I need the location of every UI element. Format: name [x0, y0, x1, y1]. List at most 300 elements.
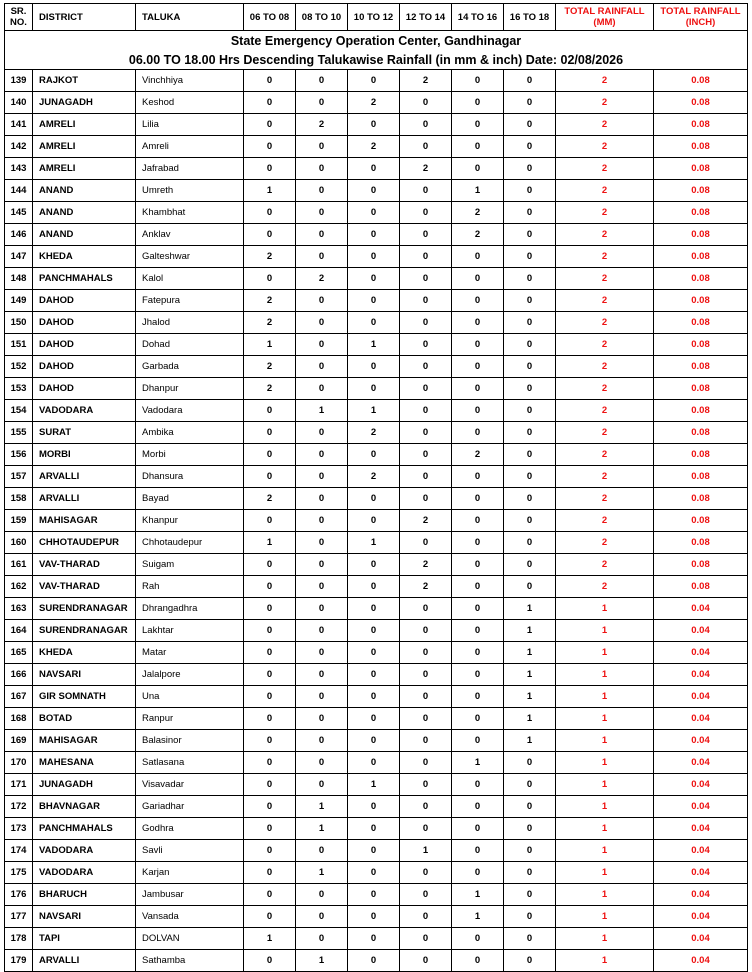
slot-16-18-cell: 0 — [504, 444, 556, 466]
slot-12-14-cell: 0 — [400, 92, 452, 114]
slot-10-12-cell: 0 — [348, 70, 400, 92]
slot-12-14-cell: 0 — [400, 950, 452, 972]
slot-08-10-cell: 0 — [296, 334, 348, 356]
slot-14-16-cell: 0 — [452, 796, 504, 818]
district-cell: DAHOD — [33, 378, 136, 400]
total-inch-cell: 0.04 — [654, 884, 748, 906]
total-inch-cell: 0.04 — [654, 928, 748, 950]
slot-08-10-cell: 0 — [296, 554, 348, 576]
sr-no-cell: 178 — [5, 928, 33, 950]
district-cell: SURAT — [33, 422, 136, 444]
district-cell: MAHESANA — [33, 752, 136, 774]
report-title: State Emergency Operation Center, Gandhinagar — [5, 31, 748, 51]
total-inch-cell: 0.04 — [654, 752, 748, 774]
slot-06-08-cell: 0 — [244, 444, 296, 466]
taluka-cell: Gariadhar — [136, 796, 244, 818]
district-cell: NAVSARI — [33, 906, 136, 928]
report-subtitle: 06.00 TO 18.00 Hrs Descending Talukawise Rainfall (in mm & inch) Date: 02/08/2026 — [5, 50, 748, 70]
slot-10-12-cell: 1 — [348, 334, 400, 356]
taluka-cell: Rah — [136, 576, 244, 598]
district-cell: AMRELI — [33, 136, 136, 158]
rainfall-table — [4, 3, 748, 972]
table-row — [5, 950, 748, 972]
district-cell: DAHOD — [33, 290, 136, 312]
slot-06-08-cell: 1 — [244, 334, 296, 356]
slot-14-16-cell: 0 — [452, 378, 504, 400]
table-row — [5, 180, 748, 202]
district-cell: VADODARA — [33, 840, 136, 862]
slot-16-18-cell: 0 — [504, 92, 556, 114]
district-cell: BOTAD — [33, 708, 136, 730]
sr-no-cell: 143 — [5, 158, 33, 180]
table-row — [5, 444, 748, 466]
total-inch-cell: 0.08 — [654, 444, 748, 466]
slot-08-10-cell: 0 — [296, 422, 348, 444]
slot-06-08-cell: 0 — [244, 818, 296, 840]
taluka-cell: Galteshwar — [136, 246, 244, 268]
taluka-cell: Keshod — [136, 92, 244, 114]
slot-16-18-cell: 0 — [504, 378, 556, 400]
slot-06-08-cell: 0 — [244, 708, 296, 730]
taluka-cell: Suigam — [136, 554, 244, 576]
table-row — [5, 576, 748, 598]
taluka-cell: Karjan — [136, 862, 244, 884]
slot-14-16-cell: 0 — [452, 818, 504, 840]
slot-14-16-cell: 0 — [452, 290, 504, 312]
table-row — [5, 840, 748, 862]
total-inch-cell: 0.08 — [654, 576, 748, 598]
district-cell: BHAVNAGAR — [33, 796, 136, 818]
slot-06-08-cell: 0 — [244, 422, 296, 444]
district-cell: RAJKOT — [33, 70, 136, 92]
sr-no-cell: 157 — [5, 466, 33, 488]
slot-14-16-cell: 0 — [452, 312, 504, 334]
slot-16-18-cell: 0 — [504, 422, 556, 444]
slot-10-12-cell: 0 — [348, 510, 400, 532]
slot-08-10-cell: 0 — [296, 356, 348, 378]
slot-10-12-cell: 0 — [348, 202, 400, 224]
slot-06-08-cell: 0 — [244, 642, 296, 664]
taluka-cell: Bayad — [136, 488, 244, 510]
slot-08-10-cell: 0 — [296, 928, 348, 950]
total-inch-cell: 0.08 — [654, 510, 748, 532]
slot-12-14-cell: 0 — [400, 862, 452, 884]
slot-12-14-cell: 0 — [400, 774, 452, 796]
district-cell: PANCHMAHALS — [33, 268, 136, 290]
slot-10-12-cell: 0 — [348, 752, 400, 774]
sr-no-cell: 144 — [5, 180, 33, 202]
total-inch-cell: 0.08 — [654, 290, 748, 312]
total-mm-cell: 2 — [556, 510, 654, 532]
slot-06-08-cell: 0 — [244, 554, 296, 576]
slot-10-12-cell: 0 — [348, 312, 400, 334]
header-total-inch: TOTAL RAINFALL (INCH) — [654, 4, 748, 31]
table-row — [5, 532, 748, 554]
slot-16-18-cell: 0 — [504, 70, 556, 92]
table-row — [5, 92, 748, 114]
slot-16-18-cell: 0 — [504, 928, 556, 950]
slot-10-12-cell: 1 — [348, 532, 400, 554]
slot-14-16-cell: 2 — [452, 202, 504, 224]
sr-no-cell: 155 — [5, 422, 33, 444]
taluka-cell: Amreli — [136, 136, 244, 158]
total-mm-cell: 1 — [556, 796, 654, 818]
district-cell: PANCHMAHALS — [33, 818, 136, 840]
slot-08-10-cell: 1 — [296, 796, 348, 818]
slot-14-16-cell: 2 — [452, 444, 504, 466]
slot-10-12-cell: 0 — [348, 180, 400, 202]
slot-10-12-cell: 1 — [348, 774, 400, 796]
taluka-cell: Fatepura — [136, 290, 244, 312]
slot-10-12-cell: 0 — [348, 290, 400, 312]
slot-14-16-cell: 0 — [452, 840, 504, 862]
taluka-cell: Dohad — [136, 334, 244, 356]
total-mm-cell: 1 — [556, 928, 654, 950]
slot-06-08-cell: 0 — [244, 730, 296, 752]
slot-06-08-cell: 1 — [244, 180, 296, 202]
slot-12-14-cell: 0 — [400, 422, 452, 444]
table-row — [5, 554, 748, 576]
slot-14-16-cell: 0 — [452, 862, 504, 884]
table-row — [5, 642, 748, 664]
slot-12-14-cell: 0 — [400, 136, 452, 158]
slot-16-18-cell: 0 — [504, 466, 556, 488]
slot-12-14-cell: 0 — [400, 268, 452, 290]
slot-08-10-cell: 1 — [296, 950, 348, 972]
slot-06-08-cell: 0 — [244, 224, 296, 246]
taluka-cell: Sathamba — [136, 950, 244, 972]
slot-14-16-cell: 0 — [452, 774, 504, 796]
taluka-cell: Savli — [136, 840, 244, 862]
district-cell: DAHOD — [33, 356, 136, 378]
total-inch-cell: 0.04 — [654, 774, 748, 796]
table-row — [5, 378, 748, 400]
slot-08-10-cell: 0 — [296, 884, 348, 906]
slot-08-10-cell: 0 — [296, 598, 348, 620]
district-cell: DAHOD — [33, 312, 136, 334]
total-mm-cell: 2 — [556, 224, 654, 246]
total-inch-cell: 0.08 — [654, 378, 748, 400]
slot-10-12-cell: 2 — [348, 466, 400, 488]
slot-12-14-cell: 2 — [400, 70, 452, 92]
header-10-12: 10 TO 12 — [348, 4, 400, 31]
slot-16-18-cell: 1 — [504, 598, 556, 620]
slot-16-18-cell: 0 — [504, 356, 556, 378]
slot-08-10-cell: 0 — [296, 202, 348, 224]
slot-08-10-cell: 0 — [296, 312, 348, 334]
total-mm-cell: 1 — [556, 840, 654, 862]
slot-12-14-cell: 1 — [400, 840, 452, 862]
slot-14-16-cell: 0 — [452, 334, 504, 356]
sr-no-cell: 165 — [5, 642, 33, 664]
slot-06-08-cell: 0 — [244, 268, 296, 290]
slot-10-12-cell: 0 — [348, 950, 400, 972]
slot-10-12-cell: 0 — [348, 268, 400, 290]
total-mm-cell: 1 — [556, 730, 654, 752]
slot-12-14-cell: 0 — [400, 686, 452, 708]
slot-14-16-cell: 1 — [452, 180, 504, 202]
slot-10-12-cell: 0 — [348, 488, 400, 510]
slot-14-16-cell: 0 — [452, 466, 504, 488]
district-cell: VADODARA — [33, 400, 136, 422]
sr-no-cell: 166 — [5, 664, 33, 686]
slot-12-14-cell: 0 — [400, 708, 452, 730]
district-cell: ARVALLI — [33, 488, 136, 510]
taluka-cell: Vadodara — [136, 400, 244, 422]
slot-12-14-cell: 0 — [400, 752, 452, 774]
taluka-cell: Vansada — [136, 906, 244, 928]
table-row — [5, 862, 748, 884]
sr-no-cell: 164 — [5, 620, 33, 642]
slot-12-14-cell: 0 — [400, 928, 452, 950]
taluka-cell: Dhanpur — [136, 378, 244, 400]
slot-14-16-cell: 0 — [452, 532, 504, 554]
slot-12-14-cell: 2 — [400, 554, 452, 576]
district-cell: KHEDA — [33, 246, 136, 268]
slot-16-18-cell: 0 — [504, 840, 556, 862]
sr-no-cell: 173 — [5, 818, 33, 840]
slot-14-16-cell: 0 — [452, 70, 504, 92]
slot-08-10-cell: 0 — [296, 906, 348, 928]
slot-08-10-cell: 0 — [296, 532, 348, 554]
slot-10-12-cell: 0 — [348, 378, 400, 400]
table-row — [5, 686, 748, 708]
district-cell: AMRELI — [33, 158, 136, 180]
total-mm-cell: 2 — [556, 202, 654, 224]
slot-16-18-cell: 0 — [504, 576, 556, 598]
total-mm-cell: 2 — [556, 312, 654, 334]
slot-16-18-cell: 0 — [504, 312, 556, 334]
table-row — [5, 928, 748, 950]
slot-10-12-cell: 0 — [348, 686, 400, 708]
slot-14-16-cell: 0 — [452, 356, 504, 378]
slot-16-18-cell: 1 — [504, 642, 556, 664]
taluka-cell: Satlasana — [136, 752, 244, 774]
sr-no-cell: 167 — [5, 686, 33, 708]
total-inch-cell: 0.04 — [654, 906, 748, 928]
slot-14-16-cell: 0 — [452, 92, 504, 114]
slot-10-12-cell: 0 — [348, 554, 400, 576]
slot-08-10-cell: 0 — [296, 488, 348, 510]
table-row — [5, 796, 748, 818]
total-inch-cell: 0.08 — [654, 158, 748, 180]
slot-12-14-cell: 0 — [400, 334, 452, 356]
slot-10-12-cell: 2 — [348, 92, 400, 114]
slot-16-18-cell: 0 — [504, 554, 556, 576]
total-mm-cell: 2 — [556, 400, 654, 422]
total-mm-cell: 1 — [556, 708, 654, 730]
total-mm-cell: 2 — [556, 532, 654, 554]
sr-no-cell: 171 — [5, 774, 33, 796]
sr-no-cell: 172 — [5, 796, 33, 818]
slot-14-16-cell: 0 — [452, 136, 504, 158]
district-cell: MAHISAGAR — [33, 510, 136, 532]
slot-10-12-cell: 0 — [348, 576, 400, 598]
slot-10-12-cell: 0 — [348, 114, 400, 136]
slot-06-08-cell: 1 — [244, 928, 296, 950]
total-inch-cell: 0.04 — [654, 818, 748, 840]
slot-10-12-cell: 2 — [348, 136, 400, 158]
slot-16-18-cell: 0 — [504, 400, 556, 422]
sr-no-cell: 168 — [5, 708, 33, 730]
total-inch-cell: 0.04 — [654, 620, 748, 642]
taluka-cell: Ranpur — [136, 708, 244, 730]
table-row — [5, 906, 748, 928]
slot-16-18-cell: 0 — [504, 290, 556, 312]
sr-no-cell: 170 — [5, 752, 33, 774]
taluka-cell: Kalol — [136, 268, 244, 290]
slot-06-08-cell: 0 — [244, 466, 296, 488]
slot-14-16-cell: 0 — [452, 642, 504, 664]
district-cell: AMRELI — [33, 114, 136, 136]
slot-06-08-cell: 0 — [244, 950, 296, 972]
total-mm-cell: 1 — [556, 818, 654, 840]
slot-06-08-cell: 2 — [244, 356, 296, 378]
table-row — [5, 356, 748, 378]
total-mm-cell: 1 — [556, 884, 654, 906]
table-row — [5, 334, 748, 356]
total-mm-cell: 2 — [556, 488, 654, 510]
sr-no-cell: 142 — [5, 136, 33, 158]
sr-no-cell: 153 — [5, 378, 33, 400]
slot-10-12-cell: 0 — [348, 246, 400, 268]
slot-16-18-cell: 0 — [504, 884, 556, 906]
total-inch-cell: 0.08 — [654, 312, 748, 334]
district-cell: CHHOTAUDEPUR — [33, 532, 136, 554]
sr-no-cell: 177 — [5, 906, 33, 928]
slot-12-14-cell: 2 — [400, 158, 452, 180]
district-cell: ANAND — [33, 180, 136, 202]
sr-no-cell: 174 — [5, 840, 33, 862]
slot-08-10-cell: 0 — [296, 180, 348, 202]
title-block — [5, 31, 748, 70]
slot-12-14-cell: 2 — [400, 510, 452, 532]
slot-14-16-cell: 0 — [452, 928, 504, 950]
slot-16-18-cell: 0 — [504, 158, 556, 180]
total-mm-cell: 1 — [556, 598, 654, 620]
table-row — [5, 598, 748, 620]
total-mm-cell: 1 — [556, 752, 654, 774]
taluka-cell: Khambhat — [136, 202, 244, 224]
taluka-cell: DOLVAN — [136, 928, 244, 950]
slot-08-10-cell: 0 — [296, 444, 348, 466]
taluka-cell: Lakhtar — [136, 620, 244, 642]
table-body — [5, 70, 748, 972]
slot-08-10-cell: 0 — [296, 466, 348, 488]
slot-16-18-cell: 0 — [504, 950, 556, 972]
slot-08-10-cell: 0 — [296, 730, 348, 752]
slot-06-08-cell: 0 — [244, 92, 296, 114]
sr-no-cell: 169 — [5, 730, 33, 752]
total-inch-cell: 0.04 — [654, 642, 748, 664]
slot-08-10-cell: 0 — [296, 224, 348, 246]
taluka-cell: Matar — [136, 642, 244, 664]
total-inch-cell: 0.08 — [654, 532, 748, 554]
total-mm-cell: 2 — [556, 422, 654, 444]
slot-14-16-cell: 0 — [452, 620, 504, 642]
slot-06-08-cell: 0 — [244, 664, 296, 686]
slot-12-14-cell: 0 — [400, 246, 452, 268]
slot-12-14-cell: 0 — [400, 598, 452, 620]
table-row — [5, 114, 748, 136]
slot-06-08-cell: 0 — [244, 774, 296, 796]
total-mm-cell: 2 — [556, 290, 654, 312]
sr-no-cell: 148 — [5, 268, 33, 290]
total-mm-cell: 2 — [556, 158, 654, 180]
taluka-cell: Una — [136, 686, 244, 708]
slot-10-12-cell: 0 — [348, 224, 400, 246]
slot-10-12-cell: 0 — [348, 862, 400, 884]
slot-10-12-cell: 0 — [348, 928, 400, 950]
total-inch-cell: 0.04 — [654, 730, 748, 752]
sr-no-cell: 175 — [5, 862, 33, 884]
table-row — [5, 268, 748, 290]
slot-08-10-cell: 0 — [296, 510, 348, 532]
slot-10-12-cell: 0 — [348, 884, 400, 906]
slot-10-12-cell: 0 — [348, 642, 400, 664]
total-inch-cell: 0.08 — [654, 70, 748, 92]
taluka-cell: Garbada — [136, 356, 244, 378]
table-row — [5, 246, 748, 268]
slot-08-10-cell: 0 — [296, 70, 348, 92]
total-inch-cell: 0.08 — [654, 488, 748, 510]
slot-12-14-cell: 0 — [400, 400, 452, 422]
slot-14-16-cell: 0 — [452, 488, 504, 510]
header-taluka: TALUKA — [136, 4, 244, 31]
slot-10-12-cell: 1 — [348, 400, 400, 422]
slot-06-08-cell: 2 — [244, 290, 296, 312]
taluka-cell: Jhalod — [136, 312, 244, 334]
total-inch-cell: 0.08 — [654, 180, 748, 202]
sr-no-cell: 176 — [5, 884, 33, 906]
sr-no-cell: 139 — [5, 70, 33, 92]
table-row — [5, 400, 748, 422]
slot-14-16-cell: 1 — [452, 752, 504, 774]
slot-08-10-cell: 0 — [296, 752, 348, 774]
slot-08-10-cell: 0 — [296, 642, 348, 664]
table-row — [5, 752, 748, 774]
slot-06-08-cell: 0 — [244, 510, 296, 532]
slot-14-16-cell: 0 — [452, 246, 504, 268]
total-inch-cell: 0.08 — [654, 136, 748, 158]
total-mm-cell: 2 — [556, 378, 654, 400]
district-cell: SURENDRANAGAR — [33, 598, 136, 620]
table-row — [5, 488, 748, 510]
table-row — [5, 422, 748, 444]
total-mm-cell: 1 — [556, 906, 654, 928]
slot-08-10-cell: 2 — [296, 268, 348, 290]
slot-16-18-cell: 0 — [504, 224, 556, 246]
taluka-cell: Dhrangadhra — [136, 598, 244, 620]
table-row — [5, 202, 748, 224]
sr-no-cell: 158 — [5, 488, 33, 510]
sr-no-cell: 149 — [5, 290, 33, 312]
slot-12-14-cell: 0 — [400, 488, 452, 510]
slot-10-12-cell: 0 — [348, 796, 400, 818]
slot-08-10-cell: 0 — [296, 290, 348, 312]
total-mm-cell: 2 — [556, 114, 654, 136]
district-cell: VAV-THARAD — [33, 554, 136, 576]
slot-06-08-cell: 0 — [244, 202, 296, 224]
slot-06-08-cell: 0 — [244, 400, 296, 422]
slot-08-10-cell: 2 — [296, 114, 348, 136]
slot-10-12-cell: 0 — [348, 444, 400, 466]
slot-14-16-cell: 0 — [452, 158, 504, 180]
total-mm-cell: 2 — [556, 334, 654, 356]
slot-12-14-cell: 0 — [400, 290, 452, 312]
slot-12-14-cell: 0 — [400, 180, 452, 202]
slot-08-10-cell: 0 — [296, 246, 348, 268]
